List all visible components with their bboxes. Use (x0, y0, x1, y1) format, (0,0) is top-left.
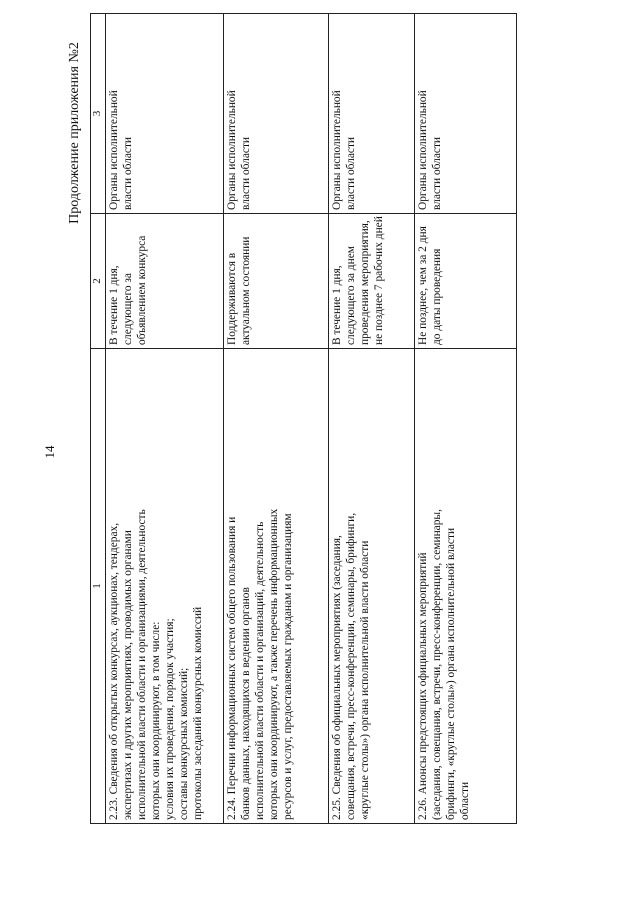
header-cell-3: 3 (91, 14, 106, 214)
table-row-2-23 (106, 14, 224, 824)
continuation-heading: Продолжение приложения №2 (67, 42, 82, 224)
text-line: власти области (345, 136, 357, 210)
text-line: Не позднее, чем за 2 дня (417, 226, 429, 345)
text-line: условия их проведения, порядок участия; (164, 618, 176, 820)
text-line: 2.25. Сведения об официальных мероприятиях (заседания, (331, 535, 343, 820)
text-line: до даты проведения (431, 248, 443, 345)
text-line: Органы исполнительной (226, 90, 238, 210)
cell-deadline (329, 214, 415, 349)
text-line: банков данных, находящихся в ведении органов (240, 587, 252, 820)
header-cell-2: 2 (91, 214, 106, 349)
text-line: следующего за (122, 273, 134, 345)
cell-responsible (415, 14, 517, 214)
text-line: власти области (431, 136, 443, 210)
text-line: не позднее 7 рабочих дней (373, 216, 385, 345)
text-line: 2.23. Сведения об открытых конкурсах, аукционах, тендерах, (108, 522, 120, 820)
cell-deadline (415, 214, 517, 349)
cell-deadline (106, 214, 224, 349)
text-line: Органы исполнительной (108, 90, 120, 210)
text-line: которых они координируют, в том числе: (150, 621, 162, 820)
text-line: актуальном состоянии (240, 236, 252, 345)
text-line: совещания, встречи, пресс-конференции, семинары, брифинги, (345, 512, 357, 820)
text-line: власти области (240, 136, 252, 210)
text-line: протоколы заседаний конкурсных комиссий (192, 606, 204, 820)
text-line: ресурсов и услуг, предоставляемых гражданам и организациям (282, 513, 294, 820)
cell-information (224, 349, 329, 824)
text-line: экспертизах и других мероприятиях, проводимых органами (122, 530, 134, 820)
text-line: Поддерживаются в (226, 252, 238, 345)
cell-information (106, 349, 224, 824)
text-line: Органы исполнительной (331, 90, 343, 210)
text-line: «круглые столы») органа исполнительной власти области (359, 540, 371, 820)
page-number: 14 (42, 445, 57, 459)
table-row-2-24 (224, 14, 329, 824)
text-line: следующего за днем (345, 246, 357, 345)
cell-responsible (224, 14, 329, 214)
text-line: 2.24. Перечни информационных систем общего пользования и (226, 516, 238, 820)
cell-information (415, 349, 517, 824)
text-line: Органы исполнительной (417, 90, 429, 210)
text-line: которых они координируют, а также перечень информационных (268, 508, 280, 820)
cell-responsible (106, 14, 224, 214)
table-header-row (91, 14, 106, 824)
appendix-table (90, 13, 517, 824)
table-row-2-25 (329, 14, 415, 824)
cell-deadline (224, 214, 329, 349)
text-line: В течение 1 дня, (108, 265, 120, 345)
text-line: составы конкурсных комиссий; (178, 667, 190, 820)
text-line: В течение 1 дня, (331, 265, 343, 345)
text-line: брифинги, «круглые столы») органа исполнительной власти (445, 527, 457, 820)
text-line: исполнительной власти области и организациями, деятельность (136, 509, 148, 820)
text-line: власти области (122, 136, 134, 210)
text-line: 2.26. Анонсы предстоящих официальных мероприятий (417, 552, 429, 820)
appendix-table-container (90, 14, 516, 824)
text-line: (заседания, совещания, встречи, пресс-конференции, семинары, (431, 509, 443, 820)
cell-information (329, 349, 415, 824)
text-line: проведения мероприятия, (359, 220, 371, 345)
text-line: исполнительной власти области и организаций, деятельность (254, 521, 266, 820)
header-cell-1: 1 (91, 349, 106, 824)
table-row-2-26 (415, 14, 517, 824)
text-line: объявлением конкурса (136, 235, 148, 345)
cell-responsible (329, 14, 415, 214)
text-line: области (459, 781, 471, 820)
